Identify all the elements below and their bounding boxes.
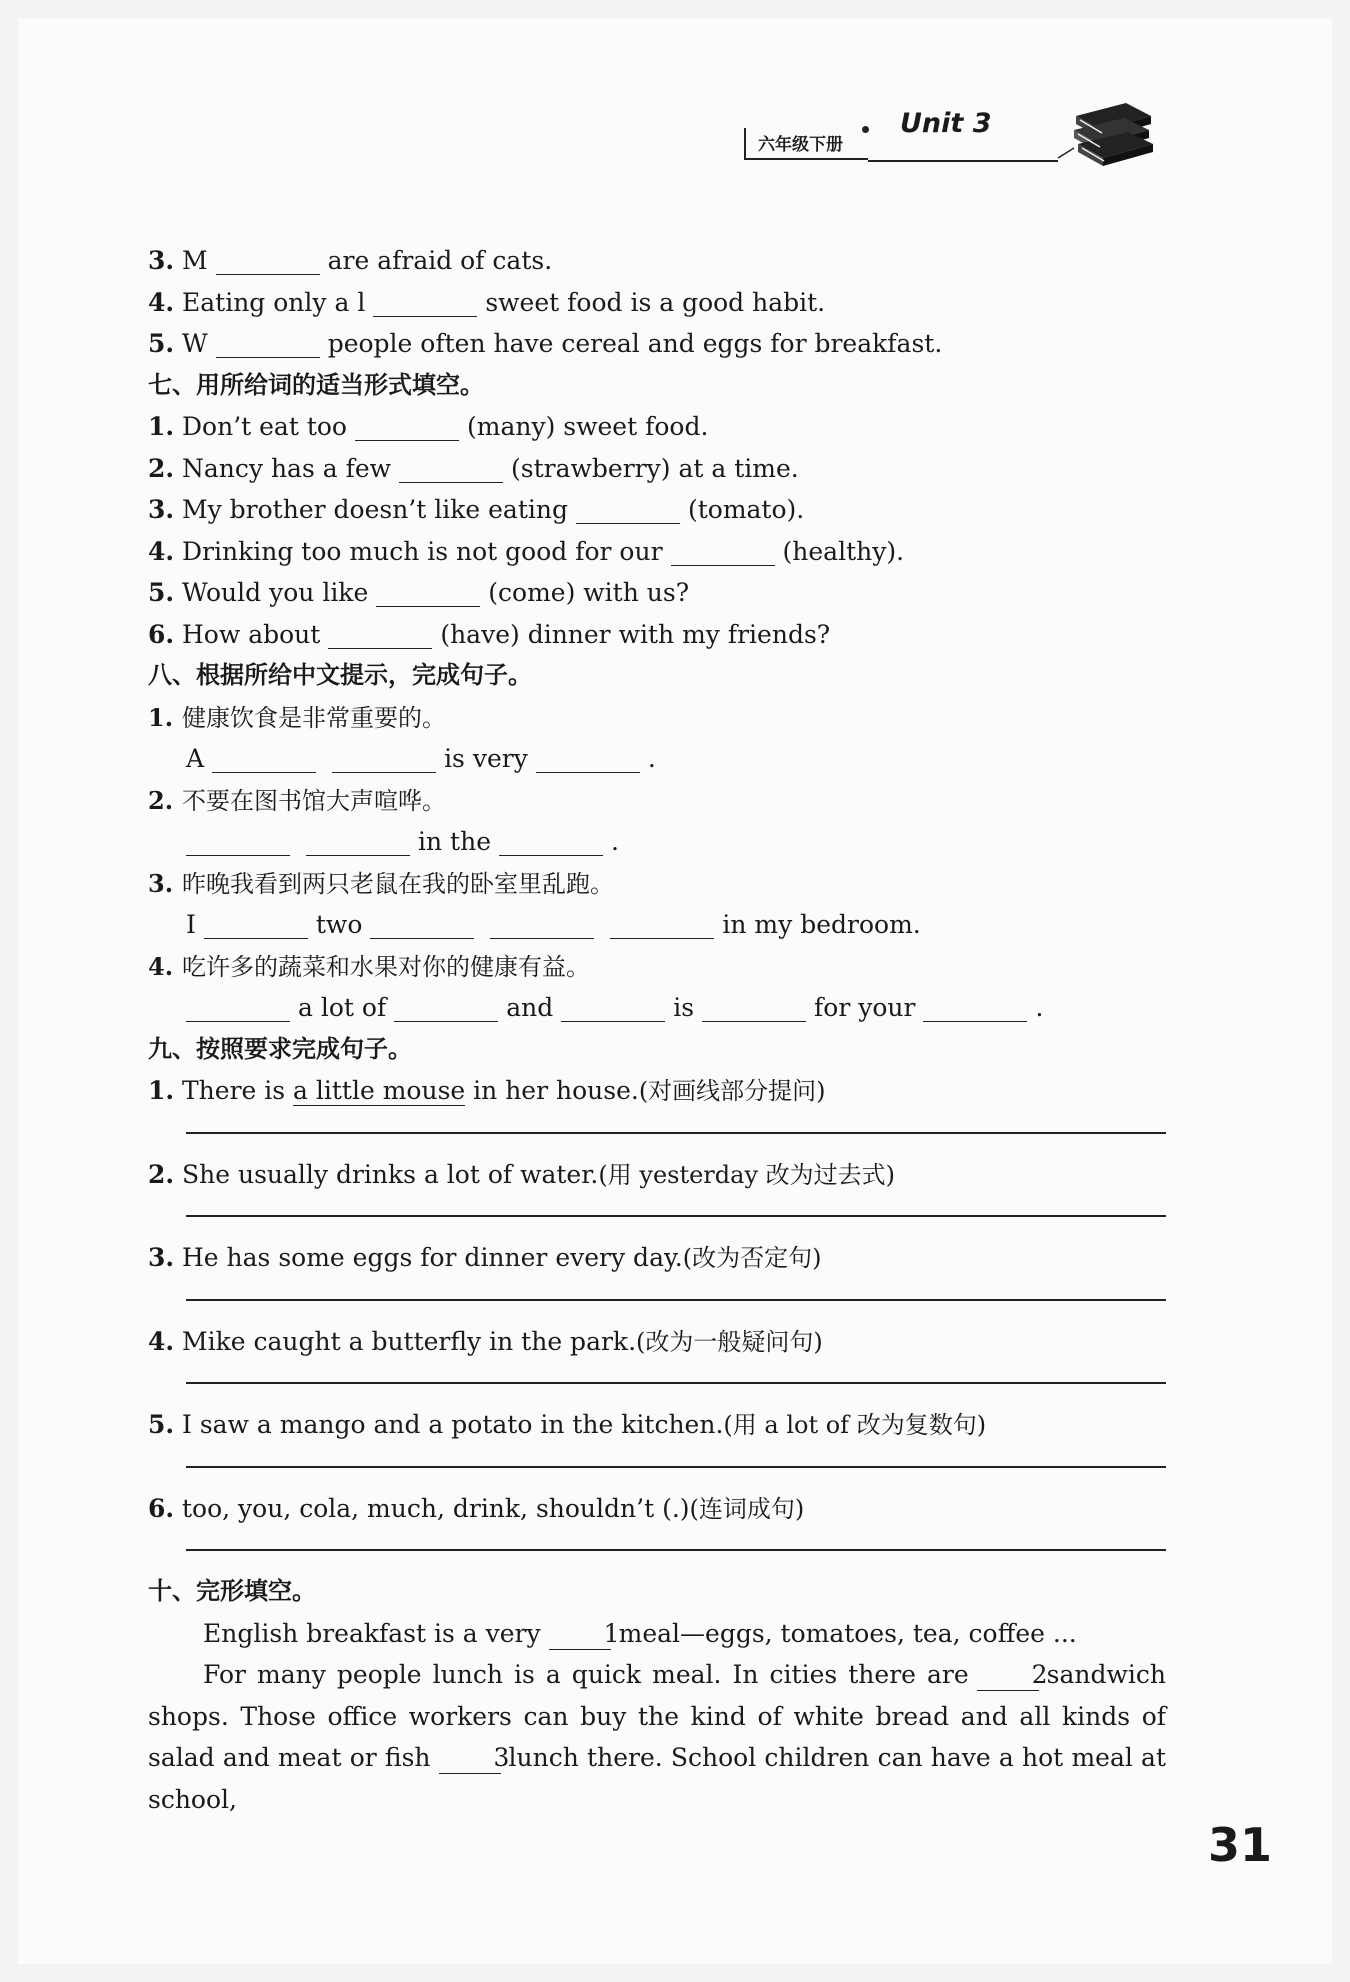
- chinese-prompt: 3. 昨晚我看到两只老鼠在我的卧室里乱跑。: [148, 868, 614, 898]
- requirement-note: (连词成句): [689, 1494, 805, 1523]
- question-line: 6. How about (have) dinner with my friends?: [148, 619, 831, 649]
- cloze-blank[interactable]: 1: [549, 1619, 611, 1650]
- answer-blank[interactable]: [561, 993, 665, 1022]
- requirement-note: (用 yesterday 改为过去式): [598, 1160, 896, 1189]
- cloze-blank[interactable]: 3: [439, 1743, 501, 1774]
- answer-blank[interactable]: [376, 578, 480, 607]
- answer-blank[interactable]: [332, 744, 436, 773]
- requirement-note: (用 a lot of 改为复数句): [723, 1411, 987, 1439]
- answer-line: I two in my bedroom.: [186, 910, 921, 939]
- underlined-phrase: a little mouse: [293, 1076, 466, 1105]
- cloze-paragraph: For many people lunch is a quick meal. In cities there are 2sandwich shops. Those office workers can buy the kind of white bread and all kinds of salad and meat or fish 3lunch there. School children can have a hot meal at school,: [148, 1660, 1166, 1814]
- requirement-note: (改为一般疑问句): [636, 1327, 823, 1356]
- answer-blank[interactable]: [373, 288, 477, 317]
- answer-blank[interactable]: [186, 827, 290, 856]
- answer-blank[interactable]: [576, 495, 680, 524]
- answer-blank[interactable]: [923, 993, 1027, 1022]
- answer-blank[interactable]: [328, 620, 432, 649]
- answer-blank[interactable]: [536, 744, 640, 773]
- header-dot: [862, 126, 869, 133]
- cloze-blank[interactable]: 2: [977, 1660, 1039, 1691]
- answer-blank[interactable]: [186, 993, 290, 1022]
- answer-blank[interactable]: [216, 329, 320, 358]
- unit-title: Unit 3: [900, 108, 992, 139]
- answer-blank[interactable]: [370, 910, 474, 939]
- answer-blank[interactable]: [212, 744, 316, 773]
- answer-writing-line[interactable]: [186, 1466, 1166, 1468]
- question-line: 1. Don’t eat too (many) sweet food.: [148, 412, 709, 441]
- question-line: 2. She usually drinks a lot of water.(用 yesterday 改为过去式): [148, 1159, 896, 1189]
- answer-blank[interactable]: [394, 993, 498, 1022]
- books-icon: [1056, 98, 1156, 168]
- exercise-content: [148, 240, 1178, 1820]
- requirement-note: (改为否定句): [682, 1244, 822, 1272]
- question-line: 5. Would you like (come) with us?: [148, 578, 690, 607]
- grade-label: 六年级下册: [744, 128, 868, 160]
- answer-line: a lot of and is for your .: [148, 987, 1178, 1029]
- header-rule: [868, 160, 1058, 162]
- question-line: 3. M are afraid of cats.: [148, 246, 553, 275]
- question-line: 1. There is a little mouse in her house.(对画线部分提问): [148, 1076, 826, 1105]
- question-line: 4. Mike caught a butterfly in the park.(改为一般疑问句): [148, 1326, 823, 1356]
- answer-blank[interactable]: [671, 537, 775, 566]
- question-line: 5. I saw a mango and a potato in the kitchen.(用 a lot of 改为复数句): [148, 1410, 987, 1439]
- answer-blank[interactable]: [216, 246, 320, 275]
- answer-blank[interactable]: [610, 910, 714, 939]
- answer-writing-line[interactable]: [186, 1132, 1166, 1134]
- answer-blank[interactable]: [204, 910, 308, 939]
- cloze-paragraph: English breakfast is a very 1meal—eggs, tomatoes, tea, coffee ...: [203, 1618, 1077, 1648]
- answer-blank[interactable]: [702, 993, 806, 1022]
- page-number: 31: [1208, 1818, 1273, 1872]
- chinese-prompt: 1. 健康饮食是非常重要的。: [148, 702, 446, 732]
- requirement-note: (对画线部分提问): [638, 1077, 826, 1105]
- chinese-prompt: 4. 吃许多的蔬菜和水果对你的健康有益。: [148, 951, 590, 981]
- section-title: 十、完形填空。: [148, 1577, 316, 1605]
- question-line: 6. too, you, cola, much, drink, shouldn’t (.)(连词成句): [148, 1493, 805, 1523]
- section-title: 九、按照要求完成句子。: [148, 1034, 412, 1063]
- answer-blank[interactable]: [499, 827, 603, 856]
- question-line: 3. My brother doesn’t like eating (tomato).: [148, 495, 805, 524]
- question-line: 3. He has some eggs for dinner every day.(改为否定句): [148, 1243, 822, 1272]
- chinese-prompt: 2. 不要在图书馆大声喧哗。: [148, 785, 446, 815]
- question-line: 4. Eating only a l sweet food is a good habit.: [148, 287, 826, 317]
- answer-blank[interactable]: [490, 910, 594, 939]
- answer-line: in the .: [148, 821, 1178, 863]
- question-line: 5. W people often have cereal and eggs for breakfast.: [148, 329, 943, 358]
- answer-writing-line[interactable]: [186, 1215, 1166, 1217]
- answer-blank[interactable]: [355, 412, 459, 441]
- worksheet-page: [18, 18, 1332, 1964]
- answer-blank[interactable]: [306, 827, 410, 856]
- question-line: 4. Drinking too much is not good for our (healthy).: [148, 536, 905, 566]
- answer-blank[interactable]: [399, 454, 503, 483]
- answer-writing-line[interactable]: [186, 1299, 1166, 1301]
- page-header: [738, 98, 1178, 188]
- question-line: 2. Nancy has a few (strawberry) at a time.: [148, 453, 799, 483]
- section-title: 八、根据所给中文提示，完成句子。: [148, 661, 532, 689]
- section-title: 七、用所给词的适当形式填空。: [148, 370, 484, 399]
- answer-line: A is very .: [186, 744, 656, 773]
- answer-writing-line[interactable]: [186, 1382, 1166, 1384]
- answer-writing-line[interactable]: [186, 1549, 1166, 1551]
